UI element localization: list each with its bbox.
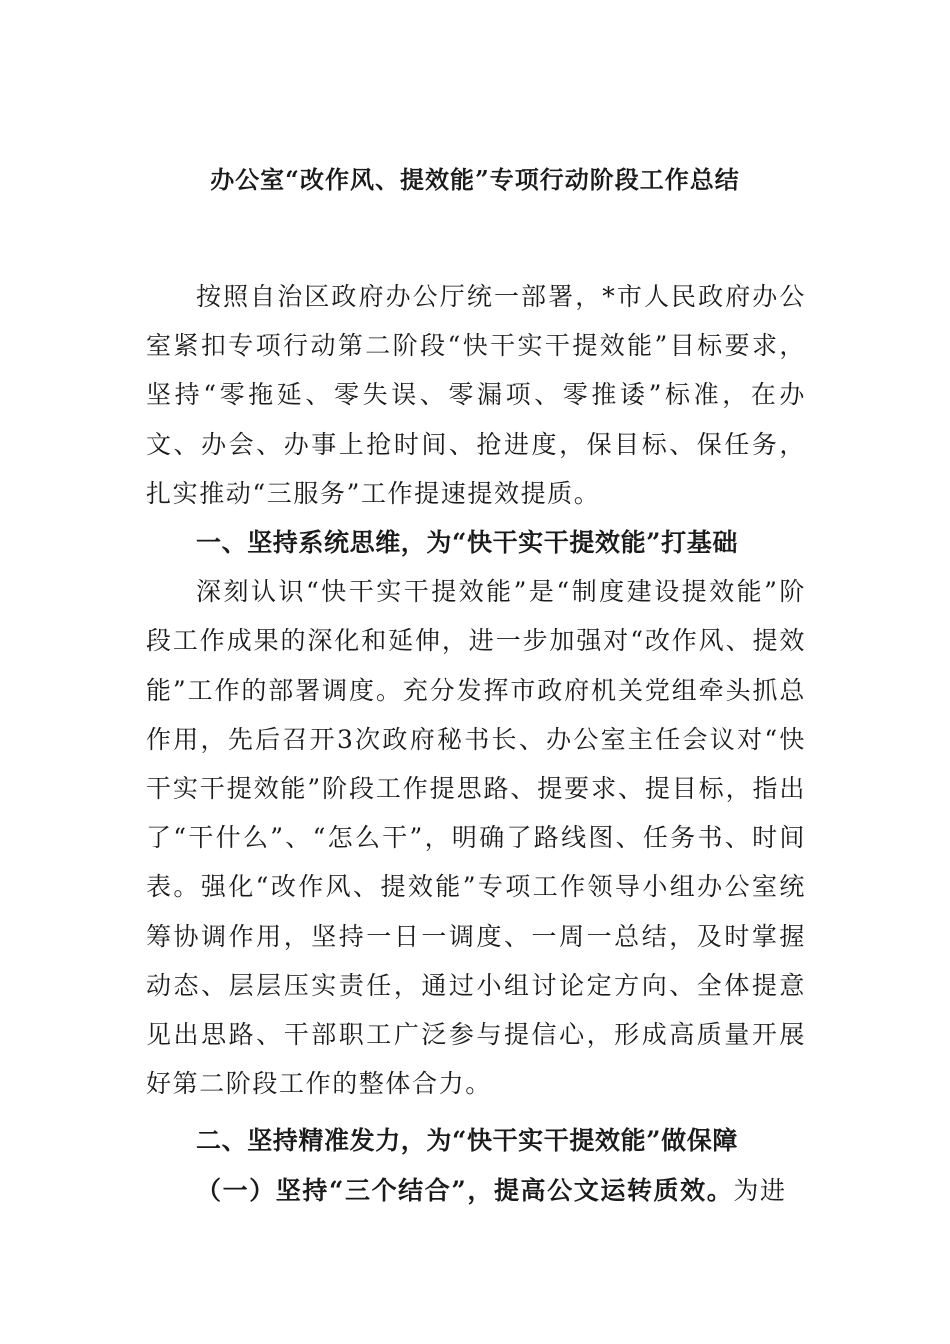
document-title: 办公室“改作风、提效能”专项行动阶段工作总结 — [210, 165, 740, 194]
section-1-heading: 一、坚持系统思维，为“快干实干提效能”打基础 — [196, 528, 738, 558]
section-1-paragraph: 深刻认识“快干实干提效能”是“制度建设提效能”阶段工作成果的深化和延伸，进一步加强对“改作风、提效能”工作的部署调度。充分发挥市政府机关党组牵头抓总作用，先后召开3次政府秘书长、办公室主任会议对“快干实干提效能”阶段工作提思路、提要求、提目标，指出了“干什么”、“怎么干”，明确了路线图、任务书、时间表。强化“改作风、提效能”专项工作领导小组办公室统筹协调作用，坚持一日一调度、一周一总结，及时掌握动态、层层压实责任，通过小组讨论定方向、全体提意见出思路、干部职工广泛参与提信心，形成高质量开展好第二阶段工作的整体合力。 — [146, 577, 806, 1099]
subsection-1-lead: （一）坚持“三个结合”，提高公文运转质效。 — [196, 1175, 734, 1205]
intro-paragraph: 按照自治区政府办公厅统一部署，*市人民政府办公室紧扣专项行动第二阶段“快干实干提效能”目标要求，坚持“零拖延、零失误、零漏项、零推诿”标准，在办文、办会、办事上抢时间、抢进度，保目标、保任务，扎实推动“三服务”工作提速提效提质。 — [146, 282, 806, 508]
section-2-heading: 二、坚持精准发力，为“快干实干提效能”做保障 — [196, 1126, 738, 1156]
document-body — [146, 272, 806, 1215]
subsection-1-text: 为进 — [733, 1175, 787, 1205]
subsection-1-paragraph — [146, 1166, 806, 1215]
